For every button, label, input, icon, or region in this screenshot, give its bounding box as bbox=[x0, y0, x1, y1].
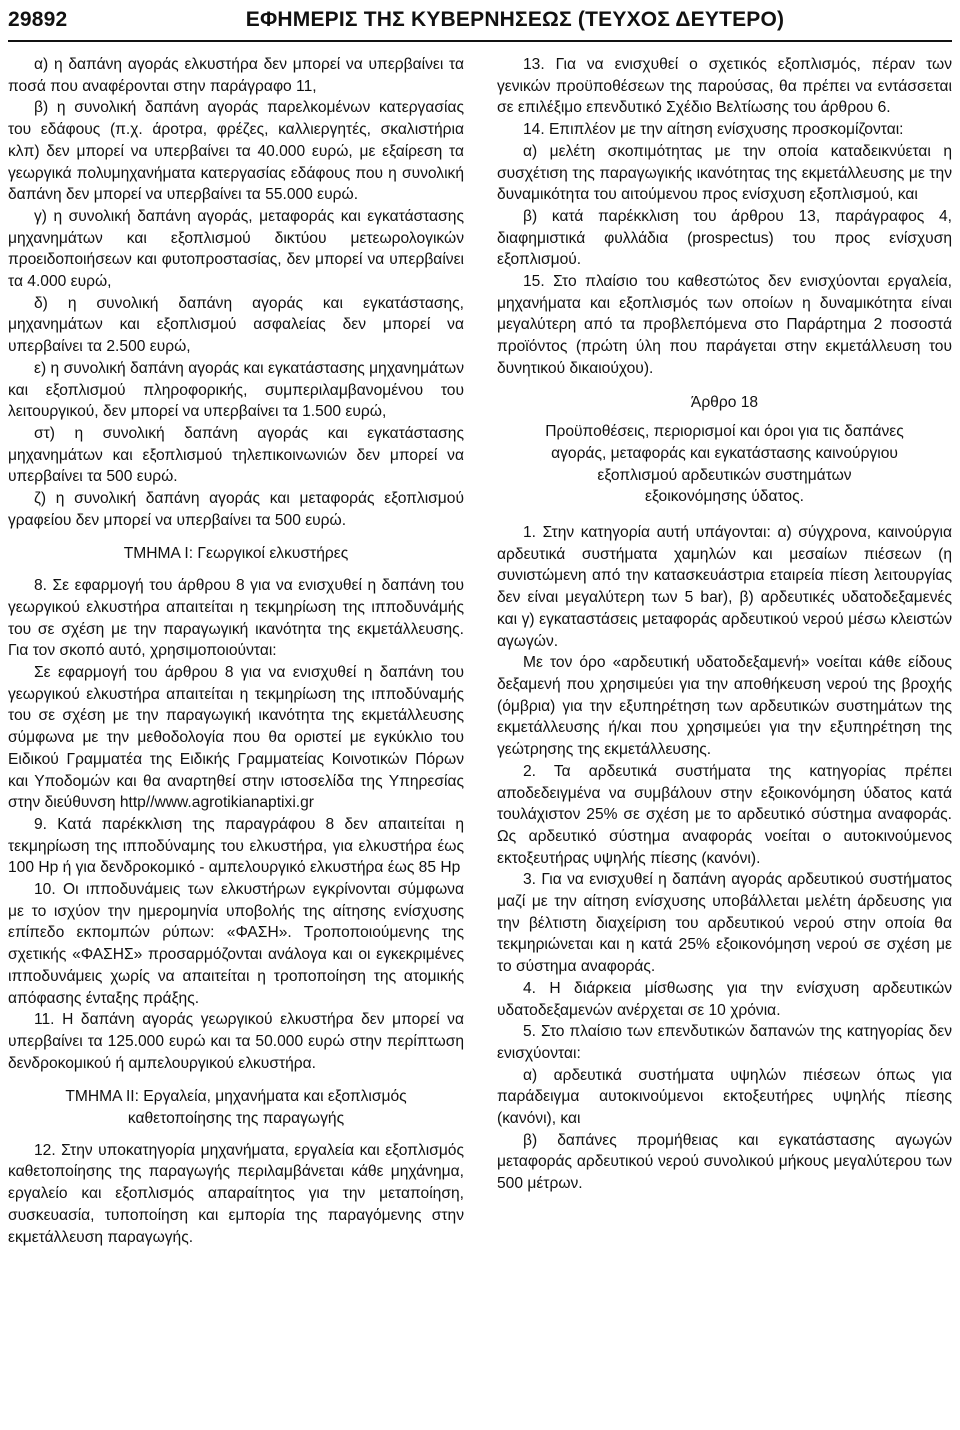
section-heading bbox=[8, 1086, 464, 1129]
paragraph: 5. Στο πλαίσιο των επενδυτικών δαπανών της κατηγορίας δεν ενισχύονται: bbox=[497, 1023, 952, 1062]
paragraph: 11. Η δαπάνη αγοράς γεωργικού ελκυστήρα δεν μπορεί να υπερβαίνει τα 125.000 ευρώ και τα 50.000 ευρώ στην περίπτωση δενδροκομικού ή αμπελουργικού ελκυστήρα. bbox=[8, 1011, 464, 1072]
paragraph: ζ) η συνολική δαπάνη αγοράς και μεταφοράς εξοπλισμού γραφείου δεν μπορεί να υπερβαίνει τα 500 ευρώ. bbox=[8, 490, 464, 529]
article-title: Άρθρο 18 bbox=[690, 393, 759, 411]
article-subtitle-line: εξοπλισμού αρδευτικών συστημάτων bbox=[597, 466, 852, 484]
left-column bbox=[8, 54, 464, 1248]
paragraph: 3. Για να ενισχυθεί η δαπάνη αγοράς αρδευτικού συστήματος μαζί με την αίτηση ενίσχυσης υποβάλλεται μελέτη άρδευσης για την βέλτιστη διαχείριση του αρδευτικού νερού στην οποία θα τεκμηριώνεται και η κατά 25% εξοικονόμηση νερού σε σχέση με το σύστημα αναφοράς. bbox=[497, 871, 952, 976]
section-heading: ΤΜΗΜΑ Ι: Γεωργικοί ελκυστήρες bbox=[123, 545, 349, 563]
paragraph: 13. Για να ενισχυθεί ο σχετικός εξοπλισμός, πέραν των γενικών προϋποθέσεων της παρούσας, θα πρέπει να εντάσσεται σε επιλέξιμο επενδυτικό Σχέδιο Βελτίωσης του άρθρου 6. bbox=[497, 56, 952, 117]
article-subtitle-line: αγοράς, μεταφοράς και εγκατάστασης καινούργιου bbox=[551, 444, 898, 462]
gazette-title: ΕΦΗΜΕΡΙΣ ΤΗΣ ΚΥΒΕΡΝΗΣΕΩΣ (ΤΕΥΧΟΣ ΔΕΥΤΕΡΟ) bbox=[245, 8, 785, 31]
article-subtitle-line: εξοικονόμησης ύδατος. bbox=[645, 488, 804, 506]
paragraph: γ) η συνολική δαπάνη αγοράς, μεταφοράς και εγκατάστασης μηχανημάτων και εξοπλισμού δικτύου μετεωρολογικών προειδοποιήσεων και φυτοπροστασίας, δεν μπορεί να υπερβαίνει τα 4.000 ευρώ, bbox=[8, 207, 464, 291]
right-column bbox=[497, 54, 952, 1248]
paragraph: β) κατά παρέκκλιση του άρθρου 13, παράγραφος 4, διαφημιστικά φυλλάδια (prospectus) του προς ενίσχυση εξοπλισμού. bbox=[497, 207, 952, 269]
paragraph: 8. Σε εφαρμογή του άρθρου 8 για να ενισχυθεί η δαπάνη του γεωργικού ελκυστήρα απαιτείται η τεκμηρίωση της ιπποδυνάμής του σε σχέση με την παραγωγική ικανότητα της εκμετάλλευσης. Για τον σκοπό αυτό, χρησιμοποιούνται: bbox=[8, 577, 464, 660]
article-subtitle-line: Προϋποθέσεις, περιορισμοί και όροι για τις δαπάνες bbox=[545, 423, 904, 441]
spacer bbox=[497, 380, 952, 392]
section-heading-line: ΤΜΗΜΑ ΙΙ: Εργαλεία, μηχανήματα και εξοπλισμός bbox=[65, 1088, 407, 1106]
paragraph: Σε εφαρμογή του άρθρου 8 για να ενισχυθεί η δαπάνη του γεωργικού ελκυστήρα απαιτείται η τεκμηρίωση της ιπποδύναμής του σε σχέση με την παραγωγική ικανότητα της εκμετάλλευσης σύμφωνα με την μεθοδολογία που θα οριστεί με εγκύκλιο του Ειδικού Γραμματέα της Ειδικής Γραμματείας Κοινοτικών Πόρων και Υποδομών και θα αναρτηθεί στην ιστοσελίδα της Υπηρεσίας στην διεύθυνση http//www.agrotikianaptixi.gr bbox=[8, 663, 464, 812]
paragraph: ε) η συνολική δαπάνη αγοράς και εγκατάστασης μηχανημάτων και εξοπλισμού πληροφορικής, συμπεριλαμβανομένου του λειτουργικού, δεν μπορεί να υπερβαίνει τα 1.500 ευρώ, bbox=[8, 359, 464, 421]
paragraph: α) μελέτη σκοπιμότητας με την οποία καταδεικνύεται η συσχέτιση της παραγωγικής ικανότητας της εκμετάλλευσης με την δυναμικότητα του αιτούμενου προς ενίσχυση εξοπλισμού, και bbox=[497, 142, 952, 204]
page-header bbox=[8, 0, 952, 32]
paragraph: 1. Στην κατηγορία αυτή υπάγονται: α) σύγχρονα, καινούργια αρδευτικά συστήματα χαμηλών και μεσαίων πιέσεων (η συνιστώμενη από την κατασκευάστρια εταιρεία πίεση λειτουργίας δεν είναι μεγαλύτερη των 5 bar), β) αρδευτικές υδατοδεξαμενές και γ) εγκαταστάσεις μεταφοράς αρδευτικού νερού μέσω κλειστών αγωγών. bbox=[497, 524, 952, 650]
paragraph: α) αρδευτικά συστήματα υψηλών πιέσεων όπως για παράδειγμα αυτοκινούμενοι εκτοξευτήρες υψηλής πίεσης (κανόνι), και bbox=[497, 1066, 952, 1128]
paragraph: Με τον όρο «αρδευτική υδατοδεξαμενή» νοείται κάθε είδους δεξαμενή που χρησιμεύει για την αποθήκευση νερού της βροχής (όμβρια) για την εξυπηρέτηση των αρδευτικών συστημάτων της εκμετάλλευσης ή/και που χρησιμεύει για την εξυπηρέτηση της γεώτρησης της εκμετάλλευσης. bbox=[497, 654, 952, 759]
text-columns bbox=[8, 54, 952, 1248]
article-heading bbox=[497, 392, 952, 509]
header-divider bbox=[8, 40, 952, 42]
paragraph: β) δαπάνες προμήθειας και εγκατάστασης αγωγών μεταφοράς αρδευτικού νερού συνολικού μήκους μεγαλύτερου των 500 μέτρων. bbox=[497, 1131, 952, 1193]
paragraph: β) η συνολική δαπάνη αγοράς παρελκομένων κατεργασίας του εδάφους (π.χ. άροτρα, φρέζες, καλλιεργητές, σκαλιστήρια κλπ) δεν μπορεί να υπερβαίνει τα 40.000 ευρώ, με εξαίρεση τα γεωργικά πολυμηχανήματα κατεργασίας εδάφους που η συνολική δαπάνη δεν μπορεί να υπερβαίνει τα 55.000 ευρώ. bbox=[8, 99, 464, 204]
spacer bbox=[8, 1074, 464, 1086]
paragraph: στ) η συνολική δαπάνη αγοράς και εγκατάστασης μηχανημάτων και εξοπλισμού τηλεπικοινωνιών δεν μπορεί να υπερβαίνει τα 500 ευρώ. bbox=[8, 424, 464, 486]
page-number: 29892 bbox=[8, 8, 68, 31]
paragraph: 4. Η διάρκεια μίσθωσης για την ενίσχυση αρδευτικών υδατοδεξαμενών ανέρχεται σε 10 χρόνια. bbox=[497, 979, 952, 1019]
section-heading-line: καθετοποίησης της παραγωγής bbox=[127, 1110, 345, 1128]
paragraph: 12. Στην υποκατηγορία μηχανήματα, εργαλεία και εξοπλισμός καθετοποίησης της παραγωγής περιλαμβάνεται κάθε μηχάνημα, εργαλείο και εξοπλισμός απαραίτητος για την μεταποίηση, συσκευασία, τυποποίηση και εμπορία της παραγόμενης στην εκμετάλλευση παραγωγής. bbox=[8, 1141, 464, 1246]
paragraph: 10. Οι ιπποδυνάμεις των ελκυστήρων εγκρίνονται σύμφωνα με το ισχύον την ημερομηνία υποβολής της αίτησης ενίσχυσης επίπεδο εκπομπών ρύπων: «ΦΑΣΗ». Τροποποιούμενης της σχετικής «ΦΑΣΗΣ» προσαρμόζονται ανάλογα και οι εγκεκριμένες ιπποδυνάμεις χωρίς να απαιτείται η τροποποίηση της ατομικής απόφασης ένταξης πράξης. bbox=[8, 881, 464, 1007]
paragraph: 14. Επιπλέον με την αίτηση ενίσχυσης προσκομίζονται: bbox=[523, 121, 904, 139]
paragraph: 9. Κατά παρέκκλιση της παραγράφου 8 δεν απαιτείται η τεκμηρίωση της ιπποδύναμης του ελκυστήρα, για ελκυστήρα έως 100 Hp ή για δενδροκομικό - αμπελουργικό ελκυστήρα έως 85 Hp bbox=[8, 815, 464, 877]
paragraph: 2. Τα αρδευτικά συστήματα της κατηγορίας πρέπει αποδεδειγμένα να συμβάλουν στην εξοικονόμηση ύδατος κατά τουλάχιστον 25% σε σχέση με το αρδευτικό σύστημα αναφοράς. Ως αρδευτικό σύστημα αναφοράς νοείται ο αυτοκινούμενος εκτοξευτήρας υψηλής πίεσης (κανόνι). bbox=[497, 762, 952, 867]
paragraph: α) η δαπάνη αγοράς ελκυστήρα δεν μπορεί να υπερβαίνει τα ποσά που αναφέρονται στην παράγραφο 11, bbox=[8, 56, 464, 95]
paragraph: δ) η συνολική δαπάνη αγοράς και εγκατάστασης, μηχανημάτων και εξοπλισμού ασφαλείας δεν μπορεί να υπερβαίνει τα 2.500 ευρώ, bbox=[8, 294, 464, 356]
paragraph: 15. Στο πλαίσιο του καθεστώτος δεν ενισχύονται εργαλεία, μηχανήματα και εξοπλισμός των οποίων η δυναμικότητα είναι μεγαλύτερη από τα προβλεπόμενα στο Παράρτημα 2 ποσοστά προϊόντος (πρώτη ύλη που παράγεται στην εκμετάλλευση του δυνητικού δικαιούχου). bbox=[497, 273, 952, 377]
